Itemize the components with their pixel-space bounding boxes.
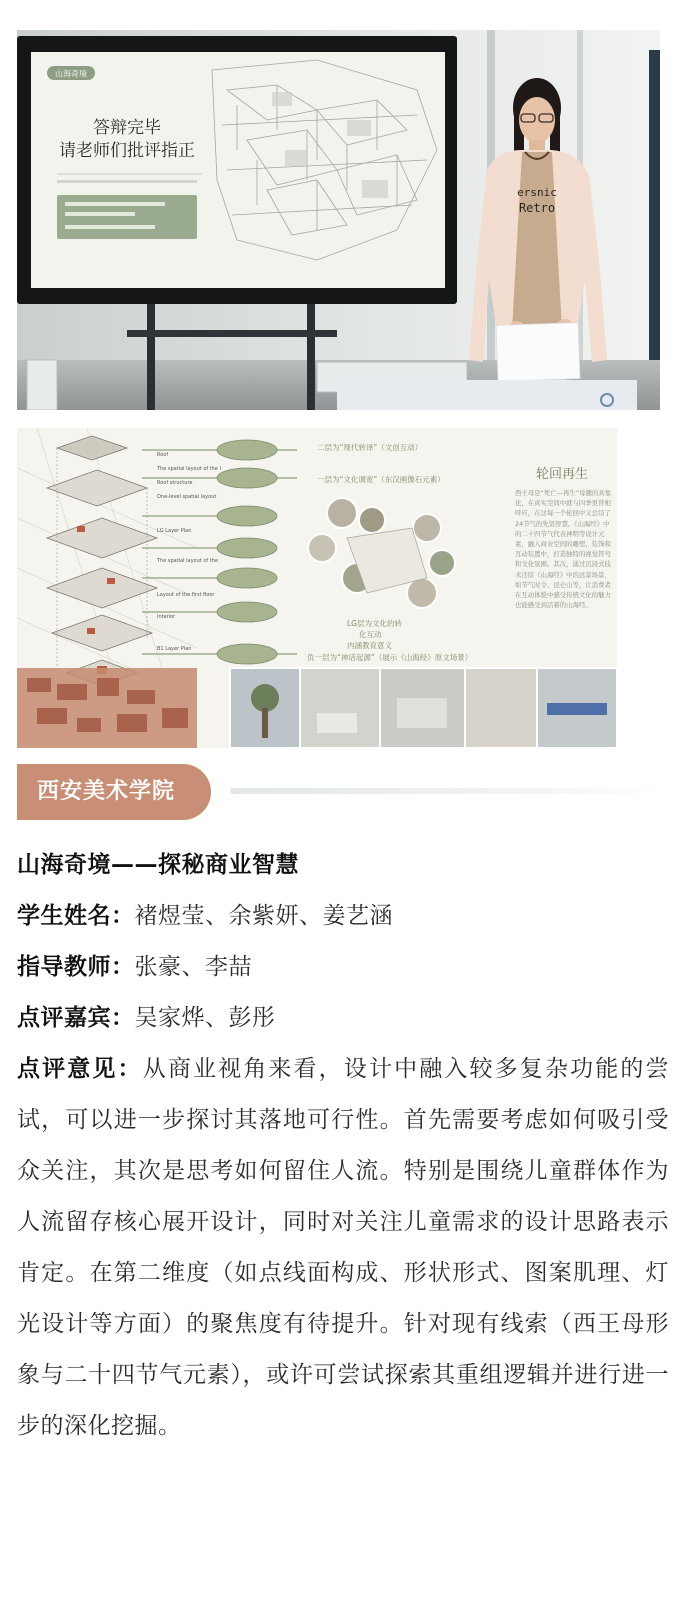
stack-label: Layout of the first floor bbox=[157, 592, 215, 598]
comment-label: 点评意见： bbox=[17, 1056, 143, 1082]
students-row bbox=[17, 891, 669, 942]
stack-label: The spatial layout of the I bbox=[157, 466, 221, 472]
slide-title-line2: 请老师们批评指正 bbox=[59, 141, 195, 161]
advisors-row bbox=[17, 942, 669, 993]
students-value: 褚煜莹、余紫妍、姜艺涵 bbox=[134, 903, 393, 929]
stack-label: Roof structure bbox=[157, 480, 193, 486]
project-info bbox=[17, 840, 669, 1452]
stack-label: Roof bbox=[157, 452, 169, 458]
stack-label: The spatial layout of the bbox=[157, 558, 218, 564]
guests-label: 点评嘉宾： bbox=[17, 1005, 135, 1031]
school-tag: 西安美术学院 bbox=[17, 764, 211, 820]
board-title: 轮回再生 bbox=[535, 467, 589, 482]
lg-caption-line3: 内涵教育意义 bbox=[347, 641, 392, 650]
comment-value: 从商业视角来看，设计中融入较多复杂功能的尝试，可以进一步探讨其落地可行性。首先需要考虑如何吸引受众关注，其次是思考如何留住人流。特别是围绕儿童群体作为人流留存核心展开设计，同时对关注儿童需求的设计思路表示肯定。在第二维度（如点线面构成、形状形式、图案肌理、灯光设计等方面）的聚焦度有待提升。针对现有线索（西王母形象与二十四节气元素），或许可尝试探索其重组逻辑并进行进一步的深化挖掘。 bbox=[17, 1056, 670, 1439]
stack-label: B1 Layer Plan bbox=[157, 646, 192, 652]
students-label: 学生姓名： bbox=[17, 903, 135, 929]
stack-label: LG Layer Plan bbox=[157, 528, 192, 534]
school-tag-divider bbox=[230, 788, 660, 794]
stack-label: Interior bbox=[157, 614, 176, 620]
floor2-caption: 二层为“现代转译”（文创互动） bbox=[317, 443, 423, 452]
slide-title-line1: 答辩完毕 bbox=[93, 118, 161, 138]
slide-badge-text: 山海奇境 bbox=[55, 69, 87, 79]
design-board-image bbox=[17, 428, 617, 748]
presentation-photo bbox=[17, 30, 660, 410]
board-description: 西王母是“死亡—再生”母题的具象化，在真实空间中就与四季更替相呼应，在这每一个轮回中又总结了24节气的先贤智慧。《山海经》中的二十四节气代表神明等设计元素，融入商业空间的雕塑、装饰和互动装置中，打造独特的视觉符号和文化氛围。其次，通过沉浸式技术还原《山海经》中的远景场景，如节气时令、昆仑山等，让消费者在互动体验中感受传统文化的魅力也能感受到活着的山海经。 bbox=[515, 489, 612, 610]
project-title: 山海奇境——探秘商业智慧 bbox=[17, 852, 299, 878]
shirt-text-line2: Retro bbox=[518, 201, 556, 215]
advisors-value: 张豪、李喆 bbox=[134, 954, 252, 980]
guests-value: 吴家烨、彭彤 bbox=[134, 1005, 276, 1031]
advisors-label: 指导教师： bbox=[17, 954, 135, 980]
shirt-text-line1: ersnic bbox=[517, 186, 557, 199]
comment-row bbox=[17, 1044, 669, 1452]
design-board bbox=[17, 428, 617, 748]
b1-caption: 负一层为“神话起源”（展示《山海经》原文场景） bbox=[307, 653, 473, 662]
floor1-caption: 一层为“文化调宽”（东汉画像石元素） bbox=[317, 475, 445, 484]
lg-caption-line1: LG层为文化的转 bbox=[347, 619, 402, 628]
stack-label: One-level spatial layout bbox=[157, 494, 217, 500]
lg-caption-line2: 化互动 bbox=[359, 630, 382, 639]
presentation-scene bbox=[17, 30, 660, 410]
guests-row bbox=[17, 993, 669, 1044]
